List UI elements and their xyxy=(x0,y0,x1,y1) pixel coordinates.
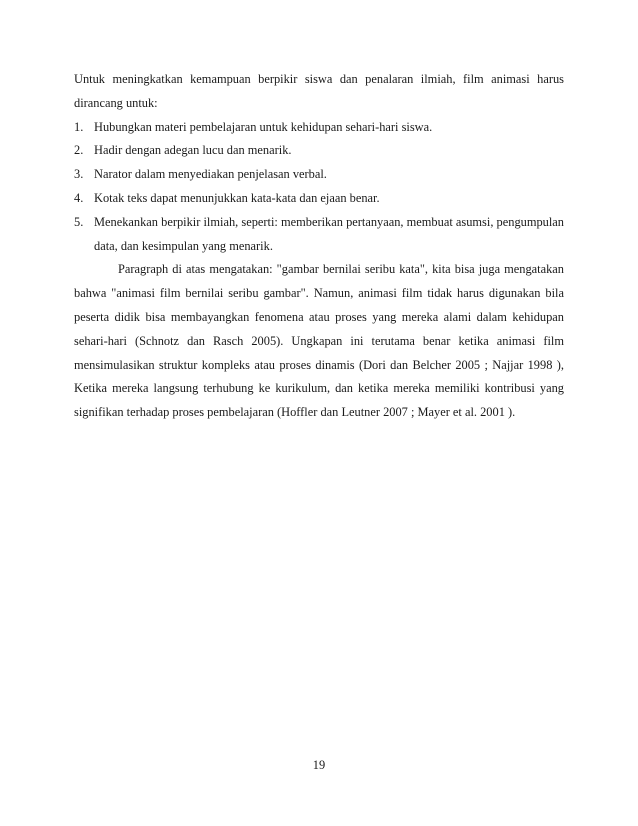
list-number: 1. xyxy=(74,119,84,134)
list-text: Narator dalam menyediakan penjelasan verbal. xyxy=(94,167,327,182)
paragraph-line: bahwa "animasi film bernilai seribu gambar". Namun, animasi film tidak harus digunakan bila xyxy=(74,286,564,301)
paragraph-line: sehari-hari (Schnotz dan Rasch 2005). Ungkapan ini terutama benar ketika animasi film xyxy=(74,333,564,348)
list-number: 4. xyxy=(74,190,84,205)
list-item xyxy=(74,116,564,140)
document-body xyxy=(74,68,564,425)
list-item xyxy=(74,211,564,235)
list-text: Hadir dengan adegan lucu dan menarik. xyxy=(94,143,292,158)
list-item-continuation: data, dan kesimpulan yang menarik. xyxy=(94,238,273,253)
list-number: 5. xyxy=(74,214,84,229)
list-number: 3. xyxy=(74,167,84,182)
paragraph-line: Paragraph di atas mengatakan: "gambar bernilai seribu kata", kita bisa juga mengatakan xyxy=(118,262,564,277)
intro-line-2: dirancang untuk: xyxy=(74,95,158,110)
list-item xyxy=(74,187,564,211)
list-text: Hubungkan materi pembelajaran untuk kehidupan sehari-hari siswa. xyxy=(94,119,433,134)
list-item xyxy=(74,139,564,163)
list-text: Menekankan berpikir ilmiah, seperti: memberikan pertanyaan, membuat asumsi, pengumpulan xyxy=(94,214,564,229)
intro-line-1: Untuk meningkatkan kemampuan berpikir siswa dan penalaran ilmiah, film animasi harus xyxy=(74,72,564,86)
list-text: Kotak teks dapat menunjukkan kata-kata dan ejaan benar. xyxy=(94,190,380,205)
paragraph-line: Ketika mereka langsung terhubung ke kurikulum, dan ketika mereka memiliki kontribusi yang xyxy=(74,381,564,396)
list-number: 2. xyxy=(74,143,84,158)
numbered-list xyxy=(74,116,564,259)
page-number: 19 xyxy=(312,758,326,772)
body-paragraph xyxy=(74,258,564,425)
paragraph-line: mensimulasikan struktur kompleks atau proses dinamis (Dori dan Belcher 2005 ; Najjar 1998 ), xyxy=(74,357,564,372)
paragraph-line: peserta didik bisa membayangkan fenomena atau proses yang mereka alami dalam kehidupan xyxy=(74,309,564,324)
paragraph-line: signifikan terhadap proses pembelajaran (Hoffler dan Leutner 2007 ; Mayer et al. 2001 ). xyxy=(74,405,516,420)
list-item xyxy=(74,163,564,187)
